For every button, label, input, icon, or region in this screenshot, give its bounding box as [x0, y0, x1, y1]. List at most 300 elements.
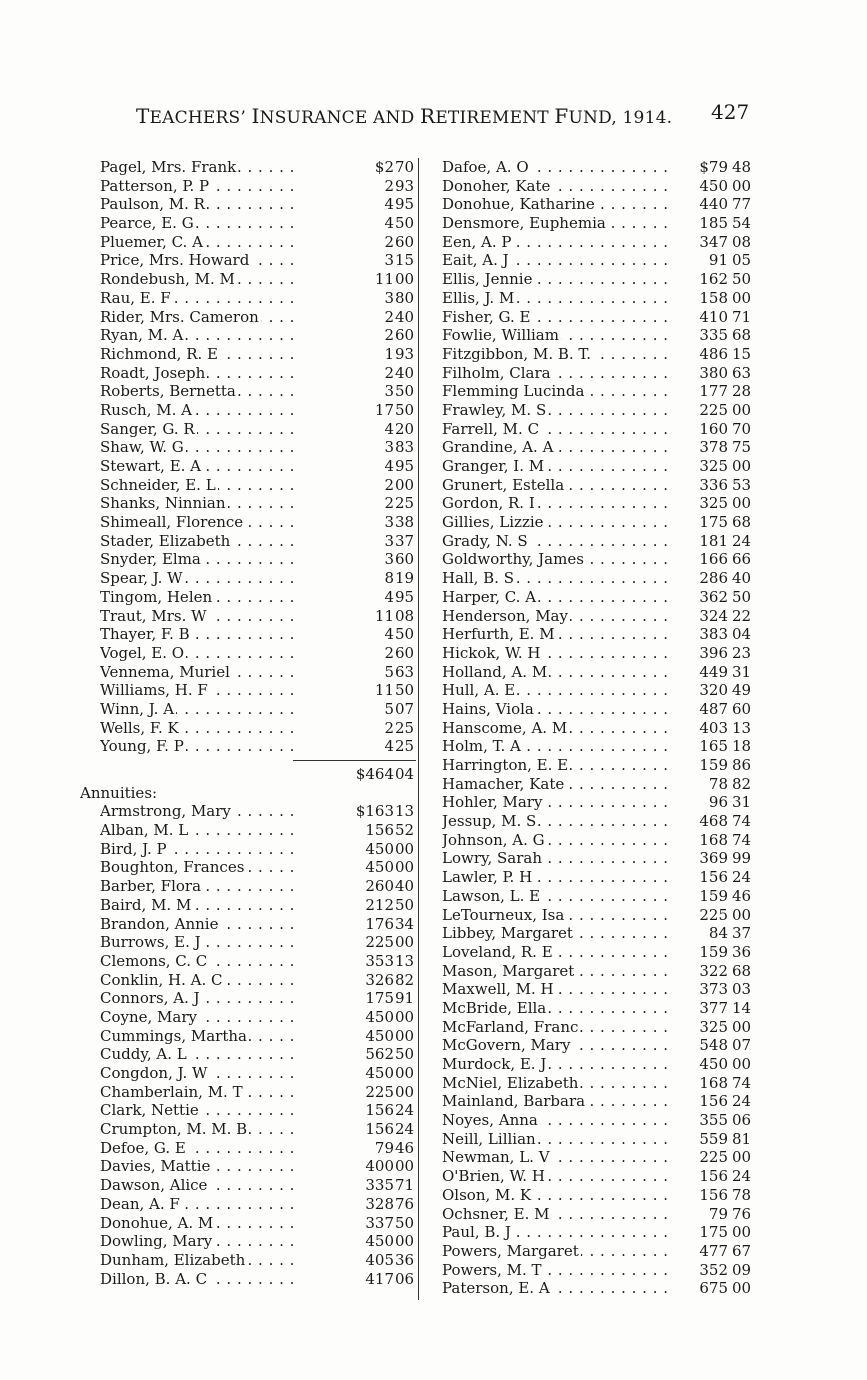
payee-name: Granger, I. M . . .	[442, 457, 670, 476]
payee-name: Connors, A. J . . .	[100, 989, 300, 1008]
payee-name: Gordon, R. I . . .	[442, 494, 670, 513]
amount-dollars: 91	[708, 251, 728, 270]
amount-cents: 00	[732, 288, 752, 307]
ledger-row	[440, 607, 760, 626]
amount-cents: 82	[732, 774, 752, 793]
ledger-row	[80, 345, 416, 364]
amount-cents: 24	[395, 1101, 415, 1120]
payee-name: Clemons, C. C . . .	[100, 952, 300, 971]
ledger-row	[80, 625, 416, 644]
amount-dollars: 168	[699, 1073, 728, 1092]
payee-name: Murdock, E. J . . .	[442, 1055, 670, 1074]
ledger-row	[80, 737, 416, 756]
amount-cents: 60	[395, 326, 415, 345]
ledger-row	[80, 158, 416, 177]
ledger-row	[80, 1008, 416, 1027]
amount-dollars: 352	[699, 1260, 728, 1279]
amount-cents: 81	[732, 1129, 752, 1148]
amount-cents: 00	[395, 839, 415, 858]
amount-dollars: 405	[365, 1250, 394, 1269]
amount-dollars: 156	[365, 1120, 394, 1139]
amount-cents: 95	[395, 195, 415, 214]
amount-cents: 50	[395, 400, 415, 419]
ledger-row	[80, 438, 416, 457]
ledger-row	[80, 840, 416, 859]
ledger-row	[80, 494, 416, 513]
ledger-row	[440, 270, 760, 289]
ledger-row	[80, 1101, 416, 1120]
ledger-row	[80, 719, 416, 738]
payee-name: Bird, J. P . . .	[100, 840, 300, 859]
payee-name: Goldworthy, James . . .	[442, 550, 670, 569]
payee-name: McBride, Ella . . .	[442, 999, 670, 1018]
payee-name: Fisher, G. E . . .	[442, 308, 670, 327]
amount-dollars: $163	[355, 802, 394, 821]
ledger-row	[440, 420, 760, 439]
amount-dollars: 96	[708, 793, 728, 812]
ledger-row	[80, 364, 416, 383]
amount-cents: 50	[395, 214, 415, 233]
ledger-row	[80, 1157, 416, 1176]
payee-name: Brandon, Annie . . .	[100, 915, 300, 934]
amount-dollars: 286	[699, 569, 728, 588]
ledger-row	[440, 513, 760, 532]
ledger-row	[80, 1045, 416, 1064]
ledger-row	[440, 457, 760, 476]
ledger-row	[440, 195, 760, 214]
ledger-row	[440, 943, 760, 962]
amount-dollars: 175	[699, 513, 728, 532]
amount-cents: 48	[732, 158, 752, 176]
ledger-row	[440, 663, 760, 682]
ledger-row	[440, 158, 760, 177]
amount-dollars: 225	[365, 933, 394, 952]
amount-cents: 99	[732, 849, 752, 868]
ledger-row	[80, 1064, 416, 1083]
payee-name: Vennema, Muriel . . .	[100, 663, 300, 682]
amount-dollars: 225	[699, 1148, 728, 1167]
amount-cents: 91	[395, 989, 415, 1008]
payee-name: Tingom, Helen . . .	[100, 588, 300, 607]
payee-name: Spear, J. W . . .	[100, 569, 300, 588]
amount-dollars: 450	[365, 1007, 394, 1026]
payee-name: Pearce, E. G . . .	[100, 214, 300, 233]
right-column	[440, 158, 760, 1298]
payee-name: Neill, Lillian . . .	[442, 1130, 670, 1149]
amount-cents: 31	[732, 793, 752, 812]
payee-name: Herfurth, E. M . . .	[442, 625, 670, 644]
ledger-row	[80, 858, 416, 877]
amount-cents: 49	[732, 681, 752, 700]
ledger-row	[80, 1195, 416, 1214]
amount-cents: 95	[395, 457, 415, 475]
ledger-row	[440, 1018, 760, 1037]
payee-name: Donohue, A. M . . .	[100, 1214, 300, 1233]
amount-cents: 93	[395, 176, 415, 195]
ledger-row	[440, 289, 760, 308]
amount-dollars: 380	[699, 363, 728, 382]
amount-dollars: 79	[374, 1138, 394, 1157]
payee-name: Grady, N. S . . .	[442, 532, 670, 551]
amount-cents: 24	[732, 531, 752, 550]
amount-dollars: 3	[384, 438, 394, 457]
amount-dollars: 5	[384, 662, 394, 681]
payee-name: Dafoe, A. O . . .	[442, 158, 670, 177]
ledger-row	[80, 896, 416, 915]
ledger-row	[440, 793, 760, 812]
ledger-row	[440, 1036, 760, 1055]
amount-dollars: 468	[699, 812, 728, 831]
ledger-row	[80, 326, 416, 345]
payee-name: Crumpton, M. M. B . . .	[100, 1120, 300, 1139]
amount-cents: 50	[395, 382, 415, 401]
payee-name: Grunert, Estella . . .	[442, 476, 670, 495]
amount-cents: 24	[732, 1092, 752, 1111]
amount-dollars: 185	[699, 214, 728, 233]
amount-cents: 77	[732, 195, 752, 214]
amount-cents: 50	[732, 270, 752, 289]
amount-dollars: 450	[365, 1026, 394, 1045]
ledger-row	[440, 980, 760, 999]
payee-name: Harrington, E. E . . .	[442, 756, 670, 775]
payee-name: Davies, Mattie . . .	[100, 1157, 300, 1176]
amount-cents: 54	[732, 214, 752, 233]
amount-dollars: 2	[384, 307, 394, 326]
ledger-row	[80, 233, 416, 252]
payee-name: Stewart, E. A . . .	[100, 457, 300, 476]
payee-name: Roadt, Joseph . . .	[100, 364, 300, 383]
amount-cents: 70	[395, 158, 415, 176]
amount-cents: 74	[732, 812, 752, 831]
ledger-row	[80, 270, 416, 289]
amount-dollars: 260	[365, 877, 394, 896]
payee-name: Cummings, Martha . . .	[100, 1027, 300, 1046]
payee-name: Lawler, P. H . . .	[442, 868, 670, 887]
amount-cents: 00	[732, 176, 752, 195]
title-fragment: I	[251, 104, 260, 128]
amount-cents: 00	[395, 1007, 415, 1026]
ledger-row	[440, 868, 760, 887]
amount-dollars: 383	[699, 625, 728, 644]
amount-cents: 00	[732, 1279, 752, 1298]
ledger-row	[80, 420, 416, 439]
payee-name: Lowry, Sarah . . .	[442, 849, 670, 868]
amount-dollars: 450	[365, 858, 394, 877]
annuities-heading-row	[80, 784, 416, 803]
amount-cents: 00	[395, 1064, 415, 1082]
amount-dollars: 156	[699, 868, 728, 887]
payee-name: Clark, Nettie . . .	[100, 1101, 300, 1120]
amount-dollars: 2	[384, 326, 394, 345]
amount-cents: 00	[732, 1223, 752, 1242]
total-cents: 04	[395, 765, 415, 783]
amount-dollars: 378	[699, 438, 728, 457]
payee-name: Rau, E. F . . .	[100, 289, 300, 308]
amount-dollars: 400	[365, 1157, 394, 1176]
payee-name: Dean, A. F . . .	[100, 1195, 300, 1214]
ledger-row	[80, 700, 416, 719]
amount-dollars: 403	[699, 718, 728, 737]
ledger-row	[80, 1083, 416, 1102]
total-rule	[80, 756, 416, 765]
amount-cents: 18	[732, 737, 752, 756]
amount-dollars: 4	[384, 195, 394, 214]
amount-cents: 76	[732, 1204, 752, 1223]
ledger-row	[440, 1279, 760, 1298]
ledger-row	[440, 681, 760, 700]
ledger-row	[80, 1027, 416, 1046]
amount-cents: 22	[732, 606, 752, 625]
ledger-row	[80, 251, 416, 270]
amount-dollars: 325	[699, 494, 728, 513]
title-fragment: T	[136, 104, 150, 128]
ledger-row	[440, 326, 760, 345]
ledger-row	[80, 177, 416, 196]
amount-cents: 19	[395, 569, 415, 588]
ledger-row	[80, 476, 416, 495]
ledger-row	[440, 476, 760, 495]
amount-dollars: 156	[699, 1167, 728, 1186]
amount-dollars: 168	[699, 830, 728, 849]
payee-name: Coyne, Mary . . .	[100, 1008, 300, 1027]
amount-dollars: 2	[384, 363, 394, 382]
amount-dollars: 17	[374, 400, 394, 419]
amount-cents: 95	[395, 587, 415, 606]
ledger-row	[80, 1270, 416, 1289]
amount-dollars: 225	[365, 1082, 394, 1101]
amount-dollars: 417	[365, 1269, 394, 1288]
payee-name: Rider, Mrs. Cameron . . .	[100, 308, 300, 327]
amount-dollars: 449	[699, 662, 728, 681]
payee-name: Hull, A. E . . .	[442, 681, 670, 700]
amount-dollars: 162	[699, 270, 728, 289]
payee-name: Frawley, M. S . . .	[442, 401, 670, 420]
amount-dollars: 675	[699, 1279, 728, 1298]
ledger-row	[80, 952, 416, 971]
payee-name: Congdon, J. W . . .	[100, 1064, 300, 1083]
amount-dollars: 5	[384, 699, 394, 718]
ledger-row	[440, 1055, 760, 1074]
amount-dollars: 2	[384, 718, 394, 737]
amount-dollars: 325	[699, 457, 728, 475]
amount-dollars: 325	[699, 1017, 728, 1036]
payee-name: Rondebush, M. M . . .	[100, 270, 300, 289]
ledger-row	[80, 532, 416, 551]
payee-name: Chamberlain, M. T . . .	[100, 1083, 300, 1102]
payee-name: Donohue, Katharine . . .	[442, 195, 670, 214]
amount-dollars: 355	[699, 1111, 728, 1130]
ledger-row	[80, 1214, 416, 1233]
ledger-row	[440, 625, 760, 644]
payee-name: Wells, F. K . . .	[100, 719, 300, 738]
ledger-row	[440, 494, 760, 513]
amount-dollars: 450	[365, 839, 394, 858]
ledger-row	[80, 1139, 416, 1158]
payee-name: Jessup, M. S . . .	[442, 812, 670, 831]
payee-name: McNiel, Elizabeth . . .	[442, 1074, 670, 1093]
amount-dollars: 396	[699, 643, 728, 662]
amount-cents: 40	[395, 363, 415, 382]
payee-name: Hanscome, A. M . . .	[442, 719, 670, 738]
amount-dollars: 4	[384, 625, 394, 644]
ledger-row	[440, 887, 760, 906]
ledger-row	[80, 663, 416, 682]
payee-name: Hains, Viola . . .	[442, 700, 670, 719]
payee-name: Ochsner, E. M . . .	[442, 1205, 670, 1224]
amount-cents: 74	[732, 1073, 752, 1092]
payee-name: Grandine, A. A . . .	[442, 438, 670, 457]
payee-name: Donoher, Kate . . .	[442, 177, 670, 196]
amount-cents: 50	[395, 1045, 415, 1064]
ledger-row	[440, 775, 760, 794]
payee-name: Dillon, B. A. C . . .	[100, 1270, 300, 1289]
amount-cents: 08	[395, 606, 415, 625]
amount-cents: 08	[732, 232, 752, 251]
total-row	[80, 765, 416, 784]
amount-cents: 78	[732, 1185, 752, 1204]
payee-name: Paul, B. J . . .	[442, 1223, 670, 1242]
amount-dollars: 328	[365, 1194, 394, 1213]
payee-name: Baird, M. M . . .	[100, 896, 300, 915]
ledger-row	[440, 532, 760, 551]
payee-name: Price, Mrs. Howard . . .	[100, 251, 300, 270]
amount-cents: 40	[395, 307, 415, 326]
payee-name: Densmore, Euphemia . . .	[442, 214, 670, 233]
amount-dollars: 487	[699, 699, 728, 718]
ledger-row	[80, 821, 416, 840]
amount-cents: 06	[395, 1269, 415, 1288]
amount-dollars: 559	[699, 1129, 728, 1148]
amount-cents: 38	[395, 513, 415, 532]
ledger-row	[80, 588, 416, 607]
amount-dollars: 11	[374, 681, 394, 700]
payee-name: Holland, A. M . . .	[442, 663, 670, 682]
amount-dollars: 2	[384, 176, 394, 195]
amount-cents: 00	[732, 1017, 752, 1036]
amount-dollars: 156	[699, 1092, 728, 1111]
amount-dollars: 2	[384, 232, 394, 251]
amount-dollars: 78	[708, 774, 728, 793]
payee-name: Vogel, E. O . . .	[100, 644, 300, 663]
ledger-row	[440, 382, 760, 401]
payee-name: Johnson, A. G . . .	[442, 831, 670, 850]
amount-cents: 37	[395, 531, 415, 550]
ledger-row	[80, 308, 416, 327]
amount-cents: 14	[732, 998, 752, 1017]
amount-dollars: 4	[384, 214, 394, 233]
payee-name: Eait, A. J . . .	[442, 251, 670, 270]
payee-name: Libbey, Margaret . . .	[442, 924, 670, 943]
amount-cents: 60	[395, 643, 415, 662]
payee-name: Conklin, H. A. C . . .	[100, 971, 300, 990]
amount-cents: 00	[395, 1026, 415, 1045]
annuities-list	[80, 802, 416, 1288]
payee-name: Dowling, Mary . . .	[100, 1232, 300, 1251]
payee-name: Gillies, Lizzie . . .	[442, 513, 670, 532]
amount-cents: 82	[395, 970, 415, 989]
ledger-row	[440, 1148, 760, 1167]
amount-cents: 00	[395, 1157, 415, 1176]
amount-dollars: 369	[699, 849, 728, 868]
amount-cents: 24	[732, 1167, 752, 1186]
amount-cents: 74	[732, 830, 752, 849]
payee-name: Een, A. P . . .	[442, 233, 670, 252]
amount-cents: 60	[732, 699, 752, 718]
amount-dollars: 1	[384, 344, 394, 363]
amount-cents: 00	[732, 457, 752, 475]
ledger-row	[440, 906, 760, 925]
amount-cents: 93	[395, 344, 415, 363]
amount-cents: 50	[395, 681, 415, 700]
payee-name: Hohler, Mary . . .	[442, 793, 670, 812]
page-header	[0, 100, 867, 132]
ledger-row	[440, 644, 760, 663]
payee-name: Hamacher, Kate . . .	[442, 775, 670, 794]
ledger-row	[440, 1242, 760, 1261]
amount-cents: 25	[395, 718, 415, 737]
amount-dollars: 410	[699, 307, 728, 326]
amount-dollars: 225	[699, 905, 728, 924]
amount-dollars: 450	[699, 176, 728, 195]
annuities-heading: Annuities:	[80, 783, 158, 802]
amount-cents: 68	[732, 513, 752, 532]
amount-cents: 25	[395, 494, 415, 513]
ledger-row	[80, 877, 416, 896]
ledger-row	[440, 1261, 760, 1280]
ledger-row	[440, 999, 760, 1018]
payee-name: Paterson, E. A . . .	[442, 1279, 670, 1298]
payee-name: Lawson, L. E . . .	[442, 887, 670, 906]
payee-name: Flemming Lucinda . . .	[442, 382, 670, 401]
payee-name: Loveland, R. E . . .	[442, 943, 670, 962]
amount-cents: 00	[395, 933, 415, 952]
amount-dollars: 156	[365, 821, 394, 840]
amount-dollars: 4	[384, 419, 394, 438]
amount-dollars: 84	[708, 924, 728, 943]
ledger-row	[80, 1251, 416, 1270]
amount-cents: 46	[732, 886, 752, 905]
amount-dollars: 156	[699, 1185, 728, 1204]
ledger-row	[80, 1232, 416, 1251]
payee-name: Hickok, W. H . . .	[442, 644, 670, 663]
payee-name: Dawson, Alice . . .	[100, 1176, 300, 1195]
amount-cents: 71	[395, 1176, 415, 1195]
amount-dollars: 2	[384, 475, 394, 494]
amount-cents: 80	[395, 288, 415, 307]
payee-name: Young, F. P . . .	[100, 737, 300, 756]
amount-dollars: 322	[699, 961, 728, 980]
payee-name: Maxwell, M. H . . .	[442, 980, 670, 999]
ledger-row	[80, 289, 416, 308]
ledger-row	[80, 1176, 416, 1195]
amount-dollars: 165	[699, 737, 728, 756]
amount-cents: 13	[395, 802, 415, 821]
amount-cents: 00	[732, 400, 752, 419]
ledger-row	[80, 569, 416, 588]
amount-dollars: 225	[699, 400, 728, 419]
running-title	[136, 104, 672, 128]
amount-cents: 83	[395, 438, 415, 457]
amount-cents: 50	[395, 1213, 415, 1232]
payee-name: Dunham, Elizabeth . . .	[100, 1251, 300, 1270]
title-fragment: F	[554, 104, 569, 128]
amount-cents: 46	[395, 1138, 415, 1157]
amount-cents: 67	[732, 1241, 752, 1260]
amount-cents: 40	[732, 569, 752, 588]
amount-dollars: 450	[365, 1232, 394, 1251]
payee-name: Shimeall, Florence . . .	[100, 513, 300, 532]
amount-cents: 36	[732, 942, 752, 961]
